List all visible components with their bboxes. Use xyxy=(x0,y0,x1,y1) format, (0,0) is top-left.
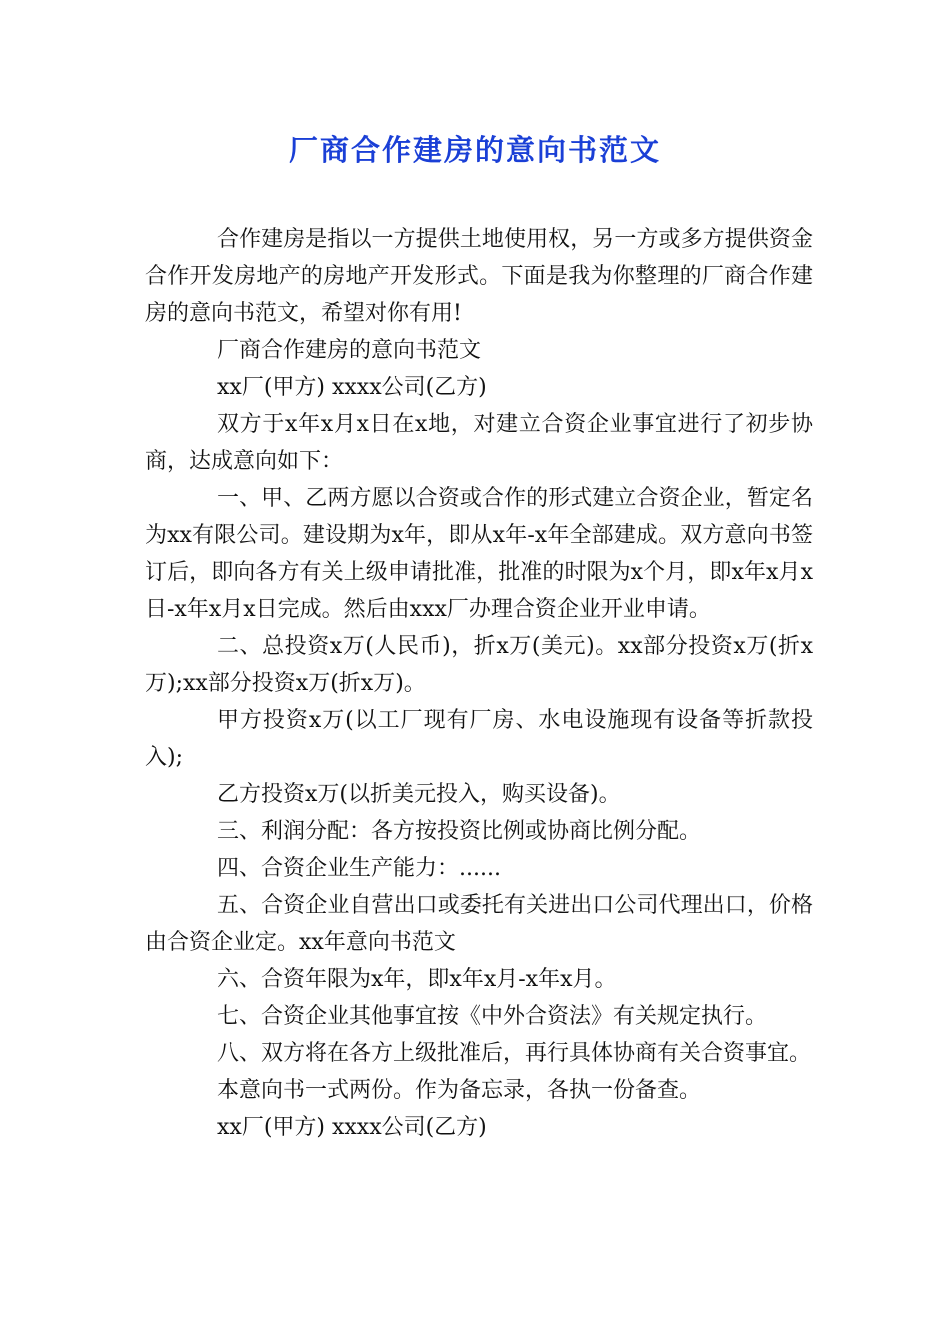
document-body xyxy=(145,221,813,1146)
paragraph-clause-1: 一、甲、乙两方愿以合资或合作的形式建立合资企业，暂定名为xx有限公司。建设期为x年，即从x年-x年全部建成。双方意向书签订后，即向各方有关上级申请批准，批准的时限为x个月，即x年x月x日-x年x月x日完成。然后由xxx厂办理合资企业开业申请。 xyxy=(145,486,813,622)
paragraph-copies: 本意向书一式两份。作为备忘录，各执一份备查。 xyxy=(217,1078,702,1103)
paragraph-clause-7: 七、合资企业其他事宜按《中外合资法》有关规定执行。 xyxy=(217,1004,768,1029)
document-title: 厂商合作建房的意向书范文 xyxy=(288,133,661,167)
paragraph-heading: 厂商合作建房的意向书范文 xyxy=(217,338,482,363)
paragraph-preamble: 双方于x年x月x日在x地，对建立合资企业事宜进行了初步协商，达成意向如下： xyxy=(145,412,813,474)
paragraph-intro: 合作建房是指以一方提供土地使用权，另一方或多方提供资金合作开发房地产的房地产开发形式。下面是我为你整理的厂商合作建房的意向书范文，希望对你有用! xyxy=(145,227,813,326)
paragraph-party-a-investment: 甲方投资x万(以工厂现有厂房、水电设施现有设备等折款投入); xyxy=(145,708,813,770)
paragraph-clause-4: 四、合资企业生产能力：...... xyxy=(217,856,501,881)
paragraph-clause-5: 五、合资企业自营出口或委托有关进出口公司代理出口，价格由合资企业定。xx年意向书范文 xyxy=(145,893,813,955)
paragraph-clause-3: 三、利润分配：各方按投资比例或协商比例分配。 xyxy=(217,819,702,844)
paragraph-parties: xx厂(甲方) xxxx公司(乙方) xyxy=(217,375,487,400)
paragraph-clause-8: 八、双方将在各方上级批准后，再行具体协商有关合资事宜。 xyxy=(217,1041,812,1066)
paragraph-signature-parties: xx厂(甲方) xxxx公司(乙方) xyxy=(217,1115,487,1140)
paragraph-clause-6: 六、合资年限为x年，即x年x月-x年x月。 xyxy=(217,967,617,992)
paragraph-clause-2: 二、总投资x万(人民币)，折x万(美元)。xx部分投资x万(折x万);xx部分投资x万(折x万)。 xyxy=(145,634,813,696)
paragraph-party-b-investment: 乙方投资x万(以折美元投入，购买设备)。 xyxy=(217,782,621,807)
